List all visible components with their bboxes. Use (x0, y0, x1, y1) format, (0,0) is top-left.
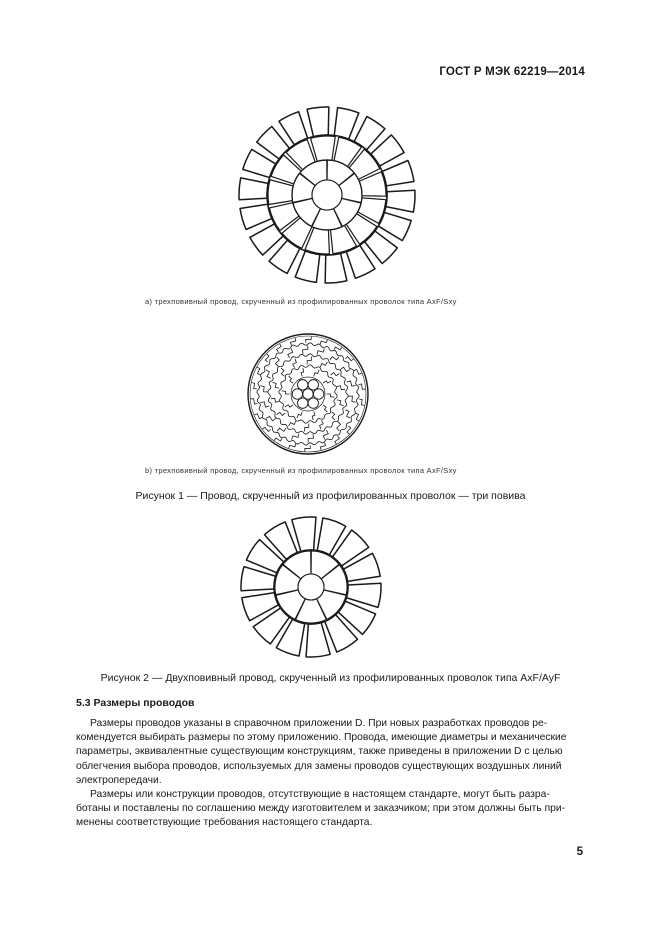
figure-1b-conductor-cross-section (246, 332, 370, 456)
paragraph-1-line: Размеры проводов указаны в справочном приложении D. При новых разработках проводов ре- (90, 718, 548, 729)
section-paragraph-2 (76, 788, 584, 831)
paragraph-2-line: Размеры или конструкции проводов, отсутствующие в настоящем стандарте, могут быть разра- (90, 789, 550, 800)
figure-1a-subcaption: a) трехповивный провод, скрученный из профилированных проволок типа AxF/Sxy (145, 297, 457, 306)
paragraph-1-line: облегчения выбора проводов, используемых для замены проводов существующих воздушных линий (76, 760, 562, 772)
figure-1b-subcaption: b) трехповивный провод, скрученный из профилированных проволок типа AxF/Sxy (145, 466, 457, 475)
figure-2-conductor-cross-section (238, 514, 384, 660)
paragraph-2-line: ботаны и поставлены по соглашению между изготовителем и заказчиком; при этом должны быть при- (76, 803, 566, 815)
paragraph-2-line: менены соответствующие требования настоящего стандарта. (76, 817, 373, 829)
paragraph-1-line: комендуется выбирать размеры по этому приложению. Провода, имеющие диаметры и механические (76, 732, 567, 744)
page-number: 5 (576, 846, 583, 858)
document-standard-header: ГОСТ Р МЭК 62219—2014 (439, 66, 585, 78)
figure-1a-conductor-cross-section (236, 104, 418, 286)
figure-1-caption: Рисунок 1 — Провод, скрученный из профилированных проволок — три повива (135, 490, 526, 502)
section-title: 5.3 Размеры проводов (76, 697, 195, 709)
paragraph-1-line: электропередачи. (76, 774, 162, 786)
paragraph-1-line: параметры, эквивалентные существующим конструкциям, также приведены в приложении D с целью (76, 746, 563, 758)
figure-2-caption: Рисунок 2 — Двухповивный провод, скрученный из профилированных проволок типа AxF/AyF (100, 672, 561, 684)
section-paragraph-1 (76, 717, 584, 788)
